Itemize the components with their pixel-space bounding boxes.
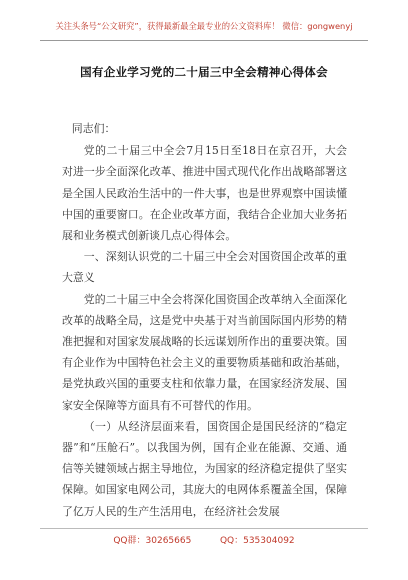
document-title: 国有企业学习党的二十届三中全会精神心得体会 (80, 65, 328, 79)
footer-divider (40, 528, 368, 529)
document-body (62, 118, 347, 522)
salutation: 同志们： (71, 122, 116, 135)
qq-label: QQ： (219, 536, 244, 546)
qq-number: 535304092 (243, 536, 295, 546)
header-divider (40, 40, 368, 41)
footer-contact (0, 533, 408, 546)
paragraph: 党的二十届三中全会7月15日至18日在京召开，大会对进一步全面深化改革、推进中国式现代化作出战略部署这是全国人民政治生活中的一件大事，也是世界观察中国读懂中国的重要窗口。在企业改革方面，我结合企业加大业务拓展和业务模式创新谈几点心得体会。 (62, 144, 347, 243)
qq-group-number: 30265665 (145, 536, 192, 546)
header-promo: 关注头条号“公文研究”，获得最新最全最专业的公文资料库！ 微信：gongwenyj (55, 21, 353, 31)
qq-group-label: QQ群： (113, 536, 146, 546)
section-heading: 一、深刻认识党的二十届三中全会对国资国企改革的重大意义 (62, 250, 347, 285)
paragraph: （一）从经济层面来看，国资国企是国民经济的“稳定器”和“压舱石”。以我国为例，国有企业在能源、交通、通信等关键领域占据主导地位，为国家的经济稳定提供了坚实保障。如国家电网公司，其庞大的电网体系覆盖全国，保障了亿万人民的生产生活用电，在经济社会发展 (62, 419, 347, 518)
paragraph: 党的二十届三中全会将深化国资国企改革纳入全面深化改革的战略全局，这是党中央基于对当前国际国内形势的精准把握和对国家发展战略的长远谋划所作出的重要决策。国有企业作为中国特色社会主义的重要物质基础和政治基础，是党执政兴国的重要支柱和依靠力量，在国家经济发展、国家安全保障等方面具有不可替代的作用。 (62, 292, 347, 412)
